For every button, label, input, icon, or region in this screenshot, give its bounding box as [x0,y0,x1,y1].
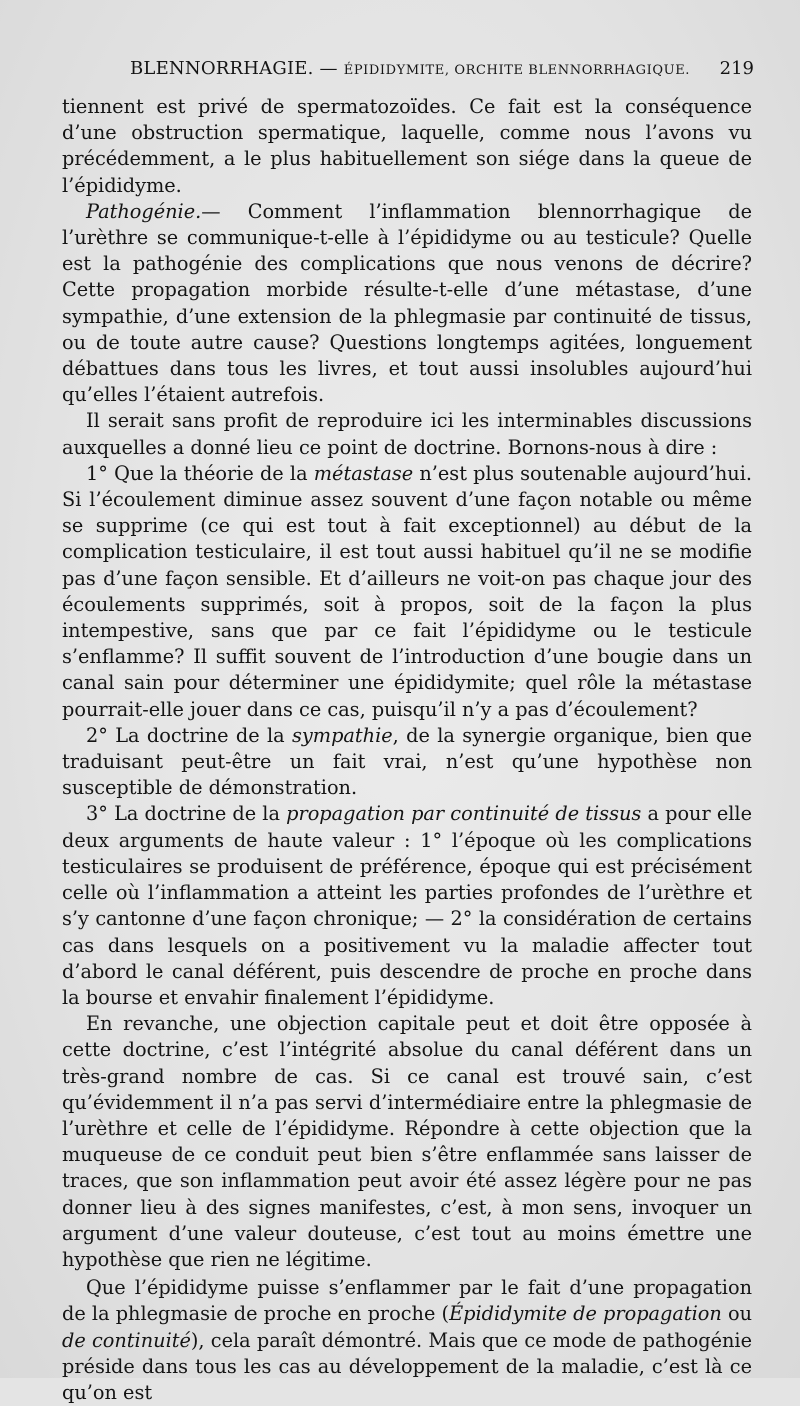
term-continuite: de continuité [62,1328,191,1352]
page-body [62,94,752,1406]
term-epididymite-propagation: Épididymite de propagation [449,1302,722,1326]
running-title-main: BLENNORRHAGIE. [130,58,314,79]
paragraph-conclusion [62,1275,752,1406]
paragraph-text: 1° Que la théorie de la [86,461,314,485]
paragraph-doctrine-intro: Il serait sans profit de reproduire ici les interminables discussions auxquelles a donné lieu ce point de doctrine. Bornons-nous à dire : [62,409,752,459]
paragraph-pathogenie [62,199,752,409]
paragraph-text: — Comment l’inflammation blennorrhagique de l’urèthre se communique-t-elle à l’épididyme ou au testicule? Quelle est la pathogénie des complications que nous venons de décrire? Cette propagation morbide résulte-t-elle d’une métastase, d’une sympathie, d’une extension de la phlegmasie par continuité de tissus, ou de toute autre cause? Questions longtemps agitées, longuement débattues dans tous les livres, et tout aussi insolubles aujourd’hui qu’elles l’étaient autrefois. [62,199,752,407]
section-label-pathogenie: Pathogénie. [86,199,202,223]
paragraph-text: , de la synergie organique, bien que traduisant peut-être un fait vrai, n’est qu’une hypothèse non susceptible de démonstration. [62,723,752,800]
paragraph-text: Que l’épididyme puisse s’enflammer par le fait d’une propagation de la phlegmasie de proche en proche ( [62,1276,752,1326]
term-metastase: métastase [313,461,414,485]
paragraph-text: n’est plus soutenable aujourd’hui. Si l’écoulement diminue assez souvent d’une façon notable ou même se supprime (ce qui est tout à fait exceptionnel) au début de la complication testiculaire, il est tout aussi habituel qu’il ne se modifie pas d’une façon sensible. Et d’ailleurs ne voit-on pas chaque jour des écoulements supprimés, soit à propos, soit de la façon la plus intempestive, sans que par ce fait l’épididyme ou le testicule s’enflamme? Il suffit souvent de l’introduction d’une bougie dans un canal sain pour déterminer une épididymite; quel rôle la métastase pourrait-elle jouer dans ce cas, puisqu’il n’y a pas d’écoulement? [62,461,753,721]
running-title [130,58,690,79]
term-propagation: propagation par continuité de tissus [286,802,642,826]
paragraph-text: ou [721,1302,752,1326]
paragraph-continuation: tiennent est privé de spermatozoïdes. Ce fait est la conséquence d’une obstruction spermatique, laquelle, comme nous l’avons vu précédemment, a le plus habituellement son siége dans la queue de l’épididyme. [62,95,752,197]
paragraph-text: a pour elle deux arguments de haute valeur : 1° l’époque où les complications testiculaires se produisent de préférence, époque qui est précisément celle où l’inflammation a atteint les parties profondes de l’urèthre et s’y cantonne d’une façon chronique; — 2° la considération de certains cas dans lesquels on a positivement vu la maladie affecter tout d’abord le canal déférent, puis descendre de proche en proche dans la bourse et envahir finalement l’épididyme. [62,802,753,1009]
paragraph-text: 2° La doctrine de la [86,723,292,747]
running-title-dash: — [319,58,338,79]
paragraph-point-3 [62,801,752,1011]
page-number: 219 [719,58,754,79]
paragraph-objection: En revanche, une objection capitale peut et doit être opposée à cette doctrine, c’est l’intégrité absolue du canal déférent dans un très-grand nombre de cas. Si ce canal est trouvé sain, c’est qu’évidemment il n’a pas servi d’intermédiaire entre la phlegmasie de l’urèthre et celle de l’épididyme. Répondre à cette objection que la muqueuse de ce conduit peut bien s’être enflammée sans laisser de traces, que son inflammation peut avoir été assez légère pour ne pas donner lieu à des signes manifestes, c’est, à mon sens, invoquer un argument d’une valeur douteuse, c’est tout au moins émettre une hypothèse que rien ne légitime. [62,1012,752,1271]
page-header [118,58,754,86]
paragraph-text: 3° La doctrine de la [86,802,287,826]
paragraph-point-2 [62,723,752,802]
paragraph-text: ), cela paraît démontré. Mais que ce mode de pathogénie préside dans tous les cas au développement de la maladie, c’est là ce qu’on est [62,1328,752,1404]
term-sympathie: sympathie [292,723,393,747]
paragraph-point-1 [62,461,752,723]
running-title-sub: ÉPIDIDYMITE, ORCHITE BLENNORRHAGIQUE. [343,63,691,78]
